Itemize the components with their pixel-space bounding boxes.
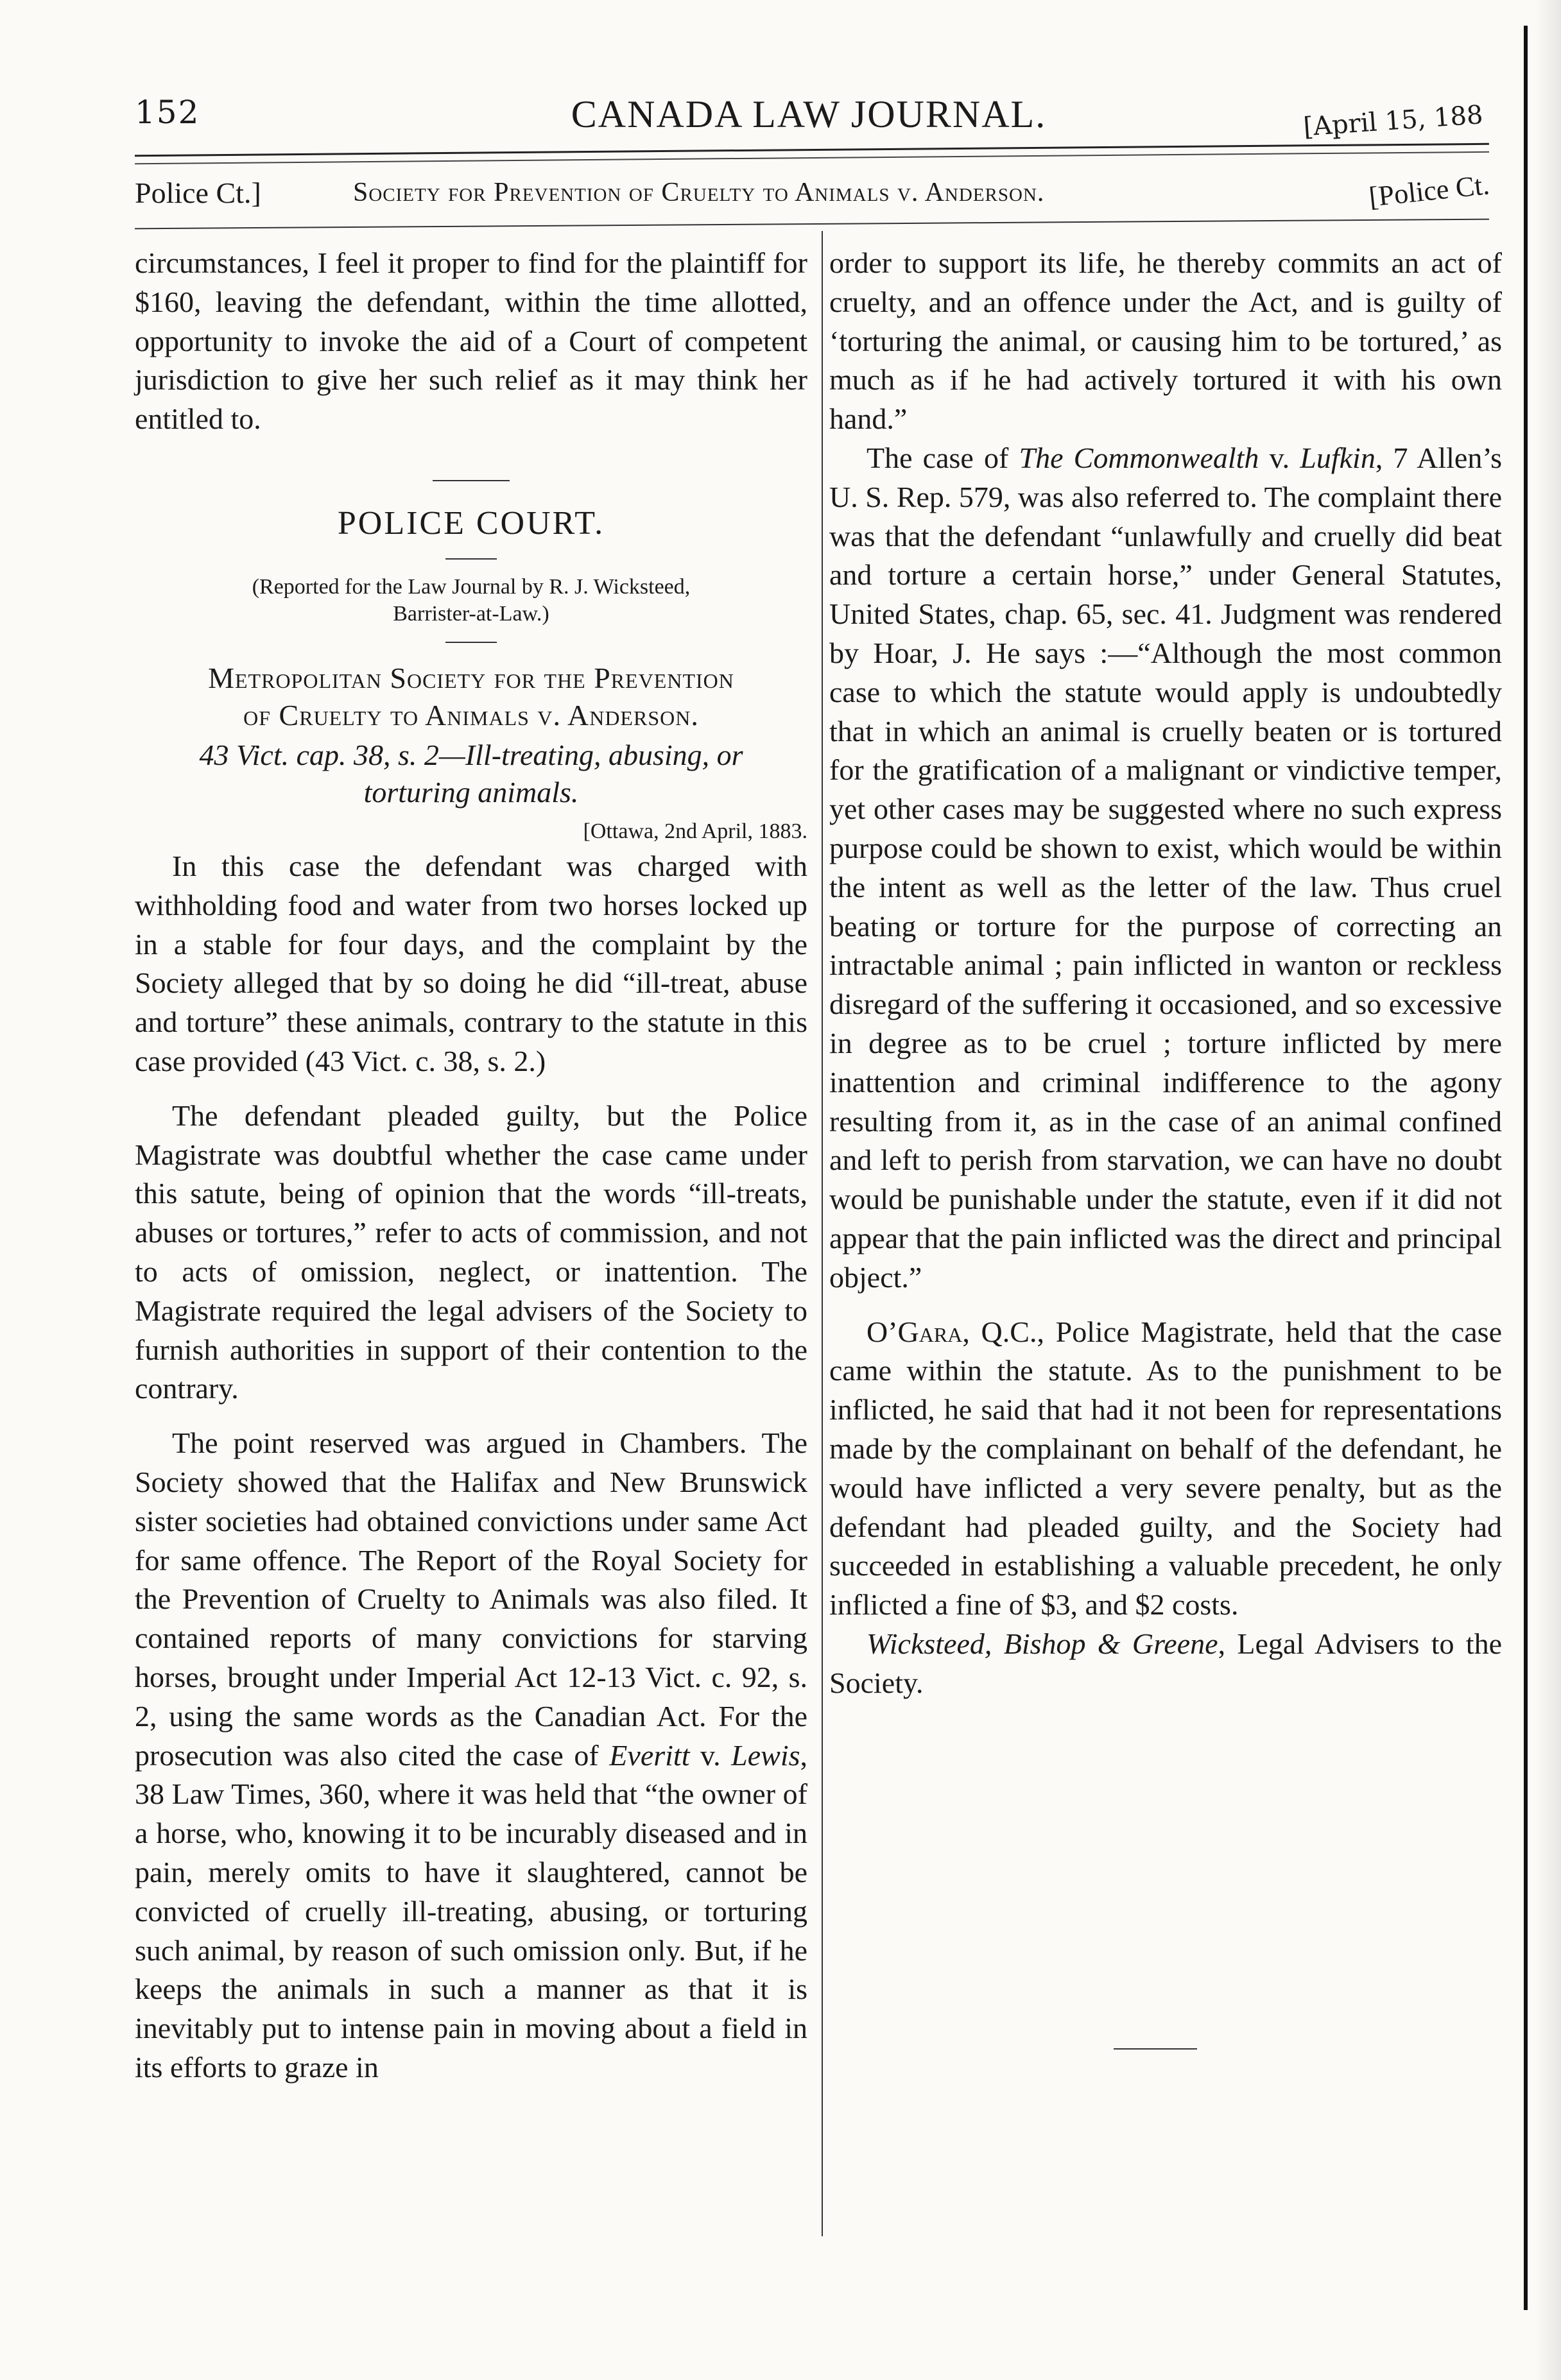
journal-title: CANADA LAW JOURNAL. [571, 93, 1047, 135]
paragraph-text: , Q.C., Police Magistrate, held that the case came within the statute. As to the punishment to be inflicted, he said that had it not been for representations made by the complainant on behalf of the defendant, he would have inflicted a very severe penalty, but as the defendant had pleaded guilty, and the Society had succeeded in establishing a valuable precedent, he only inflicted a fine of $3, and $2 costs. [829, 1315, 1502, 1622]
right-column [829, 244, 1502, 1702]
magistrate-name: O’Gara [867, 1315, 963, 1348]
case-citation: Lufkin [1300, 441, 1376, 474]
versus: v. [689, 1738, 732, 1772]
statute-line: torturing animals. [363, 775, 579, 809]
header-double-rule [135, 143, 1489, 164]
dateline: [Ottawa, 2nd April, 1883. [583, 819, 807, 843]
binding-edge [1524, 26, 1528, 2310]
statute-heading [135, 737, 807, 811]
end-rule [1114, 2048, 1197, 2050]
column-divider [822, 231, 823, 2236]
paragraph: The defendant pleaded guilty, but the Police Magistrate was doubtful whether the case came under this satute, being of opinion that the words “ill-treats, abuses or tortures,” refer to acts of commission, and not to acts of omission, neglect, or inattention. The Magistrate required the legal advisers of the Society to furnish authorities in support of their contention to the contrary. [135, 1099, 807, 1405]
versus: v. [1259, 441, 1300, 474]
paragraph-text: , 7 Allen’s U. S. Rep. 579, was also referred to. The complaint there was that the defendant “unlawfully and cruelly did beat and torture a certain horse,” under General Statutes, United States, chap. 65, sec. 41. Judgment was rendered by Hoar, J. He says :—“Although the most common case to which the statute would apply is undoubtedly that in which an animal is cruelly beaten or is tortured for the gratification of a malignant or vindictive temper, yet other cases may be suggested where no such express purpose could be shown to exist, which would be within the intent as well as the letter of the law. Thus cruel beating or torture for the purpose of correcting an intractable animal ; pain inflicted in wanton or reckless disregard of the suffering it occasioned, and so excessive in degree as to be cruel ; torture inflicted by mere inattention and criminal indifference to the agony resulting from it, as in the case of an animal confined and left to perish from starvation, we can have no doubt would be punishable under the statute, even if it did not appear that the pain inflicted was the direct and principal object.” [829, 441, 1503, 1294]
reporter-line: (Reported for the Law Journal by R. J. Wicksteed, [252, 574, 691, 599]
paragraph: In this case the defendant was charged with withholding food and water from two horses locked up in a stable for four days, and the complaint by the Society alleged that by so doing he did “ill-treat, abuse and torture” these animals, contrary to the statute in this case provided (43 Vict. c. 38, s. 2.) [135, 849, 807, 1077]
case-title [135, 660, 807, 734]
issue-date: [April 15, 188 [1302, 100, 1484, 142]
case-citation: Everitt [609, 1738, 690, 1772]
subheader-rule [135, 219, 1489, 230]
counsel-line [829, 1625, 1502, 1703]
case-citation: The Commonwealth [1019, 441, 1259, 474]
section-title: POLICE COURT. [337, 504, 605, 542]
case-subheader [135, 168, 1489, 213]
paragraph [135, 1424, 807, 2087]
opening-paragraph: circumstances, I feel it proper to find for the plaintiff for $160, leaving the defendant, within the time allotted, opportunity to invoke the aid of a Court of competent jurisdiction to give her such relief as it may think her entitled to. [135, 246, 807, 436]
court-left-label: Police Ct.] [135, 176, 261, 209]
page-edge-shadow [1535, 0, 1561, 2380]
case-title-line: Metropolitan Society for the Prevention [208, 661, 734, 694]
counsel-role: , Legal Advisers to the Society. [829, 1627, 1502, 1699]
left-column [135, 244, 807, 2087]
court-right-label: [Police Ct. [1367, 169, 1491, 213]
section-rule [445, 642, 497, 643]
page-number: 152 [135, 94, 200, 131]
counsel-names: Wicksteed, Bishop & Greene [867, 1627, 1218, 1660]
reporter-line: Barrister-at-Law.) [393, 601, 549, 626]
paragraph-text: The point reserved was argued in Chambers. The Society showed that the Halifax and New Brunswick sister societies had obtained convictions under same Act for same offence. The Report of the Royal Society for the Prevention of Cruelty to Animals was also filed. It contained reports of many convictions for starving horses, brought under Imperial Act 12-13 Vict. c. 92, s. 2, using the same words as the Canadian Act. For the prosecution was also cited the case of [135, 1426, 807, 1772]
section-rule [445, 558, 497, 560]
paragraph-text: , 38 Law Times, 360, where it was held that “the owner of a horse, who, knowing it to be incurably diseased and in pain, merely omits to have it slaughtered, cannot be convicted of cruelly ill-treating, abusing, or torturing such animal, by reason of such omission only. But, if he keeps the animals in such a manner as that it is inevitably put to intense pain in moving about a field in its efforts to graze in [135, 1738, 808, 2084]
case-title-line: of Cruelty to Animals v. Anderson. [243, 698, 699, 732]
reporter-note [135, 574, 807, 628]
paragraph: order to support its life, he thereby commits an act of cruelty, and an offence under the Act, and is guilty of ‘torturing the animal, or causing him to be tortured,’ as much as if he had actively tortured it with his own hand.” [829, 246, 1502, 436]
paragraph [829, 439, 1502, 1297]
paragraph-text: The case of [867, 441, 1009, 474]
case-running-title: Society for Prevention of Cruelty to Animals v. Anderson. [353, 178, 1045, 207]
section-rule [433, 480, 510, 481]
running-header [135, 83, 1483, 141]
case-citation: Lewis [731, 1738, 800, 1772]
paragraph [829, 1313, 1502, 1625]
statute-line: 43 Vict. cap. 38, s. 2—Ill-treating, abusing, or [199, 738, 743, 771]
